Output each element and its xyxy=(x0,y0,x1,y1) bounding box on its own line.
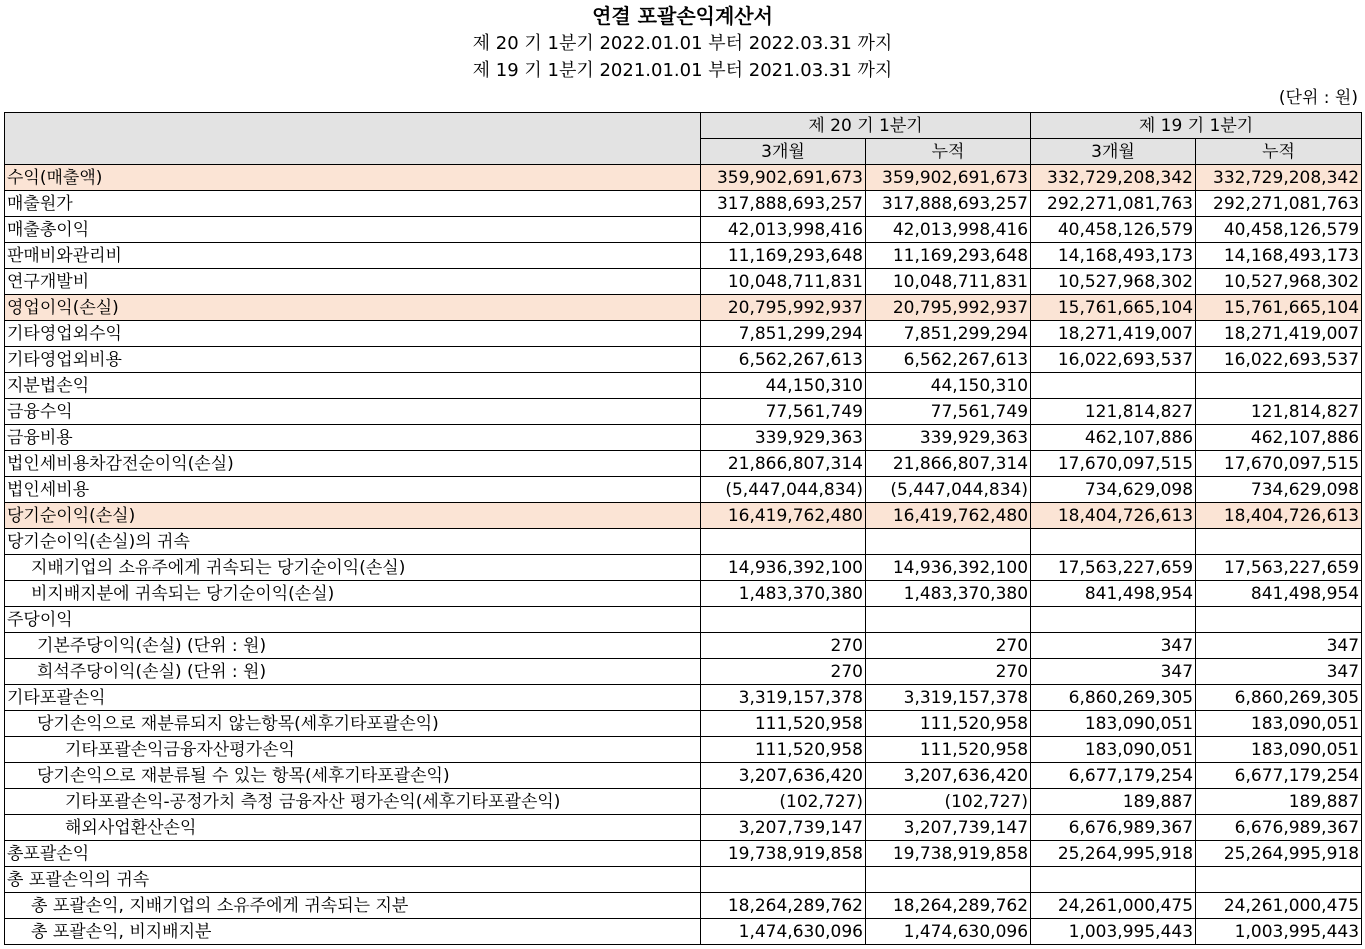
current-cumulative-value: 16,419,762,480 xyxy=(866,503,1031,529)
current-three-month-value: 16,419,762,480 xyxy=(701,503,866,529)
current-cumulative-value: 317,888,693,257 xyxy=(866,191,1031,217)
current-three-month-value: 20,795,992,937 xyxy=(701,295,866,321)
prior-cumulative-value: 15,761,665,104 xyxy=(1196,295,1362,321)
prior-three-month-value xyxy=(1031,373,1196,399)
prior-cumulative-value: 6,676,989,367 xyxy=(1196,815,1362,841)
row-label: 금융수익 xyxy=(5,399,701,425)
current-cumulative-value: 1,474,630,096 xyxy=(866,919,1031,945)
prior-cumulative-value: 1,003,995,443 xyxy=(1196,919,1362,945)
table-header xyxy=(5,113,1362,165)
row-label: 주당이익 xyxy=(5,607,701,633)
row-label: 법인세비용차감전순이익(손실) xyxy=(5,451,701,477)
table-row xyxy=(5,841,1362,867)
row-label: 판매비와관리비 xyxy=(5,243,701,269)
table-row xyxy=(5,659,1362,685)
prior-cumulative-value xyxy=(1196,373,1362,399)
prior-cumulative-value: 6,677,179,254 xyxy=(1196,763,1362,789)
row-label: 총포괄손익 xyxy=(5,841,701,867)
prior-three-month-value: 18,271,419,007 xyxy=(1031,321,1196,347)
table-row xyxy=(5,217,1362,243)
table-row xyxy=(5,347,1362,373)
header-prior-three-month: 3개월 xyxy=(1031,139,1196,165)
prior-three-month-value: 841,498,954 xyxy=(1031,581,1196,607)
prior-cumulative-value: 18,404,726,613 xyxy=(1196,503,1362,529)
prior-three-month-value: 6,677,179,254 xyxy=(1031,763,1196,789)
current-three-month-value: 44,150,310 xyxy=(701,373,866,399)
current-three-month-value: (102,727) xyxy=(701,789,866,815)
current-cumulative-value: 339,929,363 xyxy=(866,425,1031,451)
table-row xyxy=(5,919,1362,945)
prior-three-month-value xyxy=(1031,607,1196,633)
row-label: 기타영업외수익 xyxy=(5,321,701,347)
table-row xyxy=(5,711,1362,737)
current-cumulative-value: 270 xyxy=(866,659,1031,685)
table-row xyxy=(5,893,1362,919)
prior-cumulative-value xyxy=(1196,607,1362,633)
prior-three-month-value: 14,168,493,173 xyxy=(1031,243,1196,269)
row-label: 지분법손익 xyxy=(5,373,701,399)
period-current: 제 20 기 1분기 2022.01.01 부터 2022.03.31 까지 xyxy=(472,33,893,54)
prior-three-month-value: 6,676,989,367 xyxy=(1031,815,1196,841)
current-cumulative-value: 3,319,157,378 xyxy=(866,685,1031,711)
prior-cumulative-value: 292,271,081,763 xyxy=(1196,191,1362,217)
row-label: 매출총이익 xyxy=(5,217,701,243)
prior-cumulative-value: 734,629,098 xyxy=(1196,477,1362,503)
prior-three-month-value: 16,022,693,537 xyxy=(1031,347,1196,373)
current-three-month-value: 42,013,998,416 xyxy=(701,217,866,243)
prior-cumulative-value: 14,168,493,173 xyxy=(1196,243,1362,269)
table-row xyxy=(5,477,1362,503)
table-row xyxy=(5,815,1362,841)
current-cumulative-value: 19,738,919,858 xyxy=(866,841,1031,867)
current-cumulative-value: (102,727) xyxy=(866,789,1031,815)
prior-three-month-value: 347 xyxy=(1031,633,1196,659)
row-label: 당기손익으로 재분류되지 않는항목(세후기타포괄손익) xyxy=(5,711,701,737)
prior-three-month-value: 40,458,126,579 xyxy=(1031,217,1196,243)
current-cumulative-value xyxy=(866,867,1031,893)
current-cumulative-value xyxy=(866,607,1031,633)
prior-three-month-value xyxy=(1031,529,1196,555)
current-cumulative-value: 6,562,267,613 xyxy=(866,347,1031,373)
current-three-month-value: 111,520,958 xyxy=(701,737,866,763)
prior-three-month-value: 183,090,051 xyxy=(1031,737,1196,763)
current-three-month-value: 21,866,807,314 xyxy=(701,451,866,477)
unit-label: (단위 : 원) xyxy=(1278,88,1358,108)
prior-three-month-value: 24,261,000,475 xyxy=(1031,893,1196,919)
prior-cumulative-value: 10,527,968,302 xyxy=(1196,269,1362,295)
header-current-cumulative: 누적 xyxy=(866,139,1031,165)
prior-cumulative-value: 189,887 xyxy=(1196,789,1362,815)
row-label: 금융비용 xyxy=(5,425,701,451)
current-three-month-value: 317,888,693,257 xyxy=(701,191,866,217)
row-label: 기본주당이익(손실) (단위 : 원) xyxy=(5,633,701,659)
current-three-month-value xyxy=(701,607,866,633)
header-account-cell xyxy=(5,113,701,165)
prior-three-month-value: 183,090,051 xyxy=(1031,711,1196,737)
prior-three-month-value: 121,814,827 xyxy=(1031,399,1196,425)
prior-three-month-value: 1,003,995,443 xyxy=(1031,919,1196,945)
row-label: 당기손익으로 재분류될 수 있는 항목(세후기타포괄손익) xyxy=(5,763,701,789)
row-label: 매출원가 xyxy=(5,191,701,217)
prior-three-month-value: 347 xyxy=(1031,659,1196,685)
prior-three-month-value xyxy=(1031,867,1196,893)
prior-cumulative-value: 183,090,051 xyxy=(1196,711,1362,737)
current-cumulative-value: 11,169,293,648 xyxy=(866,243,1031,269)
prior-three-month-value: 734,629,098 xyxy=(1031,477,1196,503)
current-three-month-value: 3,319,157,378 xyxy=(701,685,866,711)
current-three-month-value: 77,561,749 xyxy=(701,399,866,425)
current-cumulative-value: 1,483,370,380 xyxy=(866,581,1031,607)
row-label: 해외사업환산손익 xyxy=(5,815,701,841)
current-three-month-value: (5,447,044,834) xyxy=(701,477,866,503)
table-row xyxy=(5,529,1362,555)
current-cumulative-value: 18,264,289,762 xyxy=(866,893,1031,919)
current-cumulative-value: 111,520,958 xyxy=(866,711,1031,737)
current-cumulative-value: 359,902,691,673 xyxy=(866,165,1031,191)
header-group-prior: 제 19 기 1분기 xyxy=(1031,113,1362,139)
table-row xyxy=(5,451,1362,477)
header-prior-cumulative: 누적 xyxy=(1196,139,1362,165)
prior-cumulative-value: 462,107,886 xyxy=(1196,425,1362,451)
current-three-month-value: 19,738,919,858 xyxy=(701,841,866,867)
prior-cumulative-value: 121,814,827 xyxy=(1196,399,1362,425)
current-cumulative-value: 44,150,310 xyxy=(866,373,1031,399)
prior-three-month-value: 25,264,995,918 xyxy=(1031,841,1196,867)
prior-cumulative-value: 841,498,954 xyxy=(1196,581,1362,607)
table-row xyxy=(5,243,1362,269)
row-label: 총 포괄손익, 지배기업의 소유주에게 귀속되는 지분 xyxy=(5,893,701,919)
current-three-month-value xyxy=(701,867,866,893)
current-cumulative-value: 10,048,711,831 xyxy=(866,269,1031,295)
row-label: 비지배지분에 귀속되는 당기순이익(손실) xyxy=(5,581,701,607)
prior-cumulative-value: 183,090,051 xyxy=(1196,737,1362,763)
row-label: 수익(매출액) xyxy=(5,165,701,191)
current-cumulative-value: 111,520,958 xyxy=(866,737,1031,763)
row-label: 기타포괄손익금융자산평가손익 xyxy=(5,737,701,763)
income-statement-table xyxy=(4,112,1362,945)
current-three-month-value: 270 xyxy=(701,659,866,685)
row-label: 총 포괄손익의 귀속 xyxy=(5,867,701,893)
row-label: 기타포괄손익-공정가치 측정 금융자산 평가손익(세후기타포괄손익) xyxy=(5,789,701,815)
table-row xyxy=(5,191,1362,217)
prior-cumulative-value: 332,729,208,342 xyxy=(1196,165,1362,191)
prior-cumulative-value: 25,264,995,918 xyxy=(1196,841,1362,867)
current-three-month-value: 270 xyxy=(701,633,866,659)
current-three-month-value: 7,851,299,294 xyxy=(701,321,866,347)
statement-title: 연결 포괄손익계산서 xyxy=(592,4,773,28)
current-cumulative-value xyxy=(866,529,1031,555)
table-row xyxy=(5,165,1362,191)
prior-cumulative-value: 17,563,227,659 xyxy=(1196,555,1362,581)
row-label: 지배기업의 소유주에게 귀속되는 당기순이익(손실) xyxy=(5,555,701,581)
table-row xyxy=(5,763,1362,789)
prior-cumulative-value: 6,860,269,305 xyxy=(1196,685,1362,711)
table-row xyxy=(5,295,1362,321)
table-row xyxy=(5,867,1362,893)
current-three-month-value: 11,169,293,648 xyxy=(701,243,866,269)
current-cumulative-value: 21,866,807,314 xyxy=(866,451,1031,477)
table-row xyxy=(5,373,1362,399)
table-row xyxy=(5,685,1362,711)
prior-cumulative-value: 18,271,419,007 xyxy=(1196,321,1362,347)
table-row xyxy=(5,321,1362,347)
table-row xyxy=(5,633,1362,659)
header-current-three-month: 3개월 xyxy=(701,139,866,165)
prior-cumulative-value: 17,670,097,515 xyxy=(1196,451,1362,477)
current-three-month-value: 10,048,711,831 xyxy=(701,269,866,295)
row-label: 영업이익(손실) xyxy=(5,295,701,321)
current-cumulative-value: 7,851,299,294 xyxy=(866,321,1031,347)
prior-cumulative-value: 40,458,126,579 xyxy=(1196,217,1362,243)
current-three-month-value: 14,936,392,100 xyxy=(701,555,866,581)
row-label: 기타포괄손익 xyxy=(5,685,701,711)
table-row xyxy=(5,399,1362,425)
prior-three-month-value: 189,887 xyxy=(1031,789,1196,815)
row-label: 법인세비용 xyxy=(5,477,701,503)
current-three-month-value: 1,474,630,096 xyxy=(701,919,866,945)
table-row xyxy=(5,737,1362,763)
current-cumulative-value: 14,936,392,100 xyxy=(866,555,1031,581)
table-row xyxy=(5,789,1362,815)
table-body xyxy=(5,165,1362,945)
prior-cumulative-value: 347 xyxy=(1196,659,1362,685)
row-label: 총 포괄손익, 비지배지분 xyxy=(5,919,701,945)
current-three-month-value: 111,520,958 xyxy=(701,711,866,737)
prior-cumulative-value: 347 xyxy=(1196,633,1362,659)
table-row xyxy=(5,555,1362,581)
row-label: 연구개발비 xyxy=(5,269,701,295)
current-three-month-value: 18,264,289,762 xyxy=(701,893,866,919)
prior-cumulative-value xyxy=(1196,529,1362,555)
current-cumulative-value: (5,447,044,834) xyxy=(866,477,1031,503)
current-cumulative-value: 77,561,749 xyxy=(866,399,1031,425)
table-row xyxy=(5,581,1362,607)
row-label: 기타영업외비용 xyxy=(5,347,701,373)
table-row xyxy=(5,269,1362,295)
prior-three-month-value: 17,670,097,515 xyxy=(1031,451,1196,477)
prior-three-month-value: 15,761,665,104 xyxy=(1031,295,1196,321)
prior-three-month-value: 17,563,227,659 xyxy=(1031,555,1196,581)
table-row xyxy=(5,503,1362,529)
current-three-month-value: 1,483,370,380 xyxy=(701,581,866,607)
prior-three-month-value: 332,729,208,342 xyxy=(1031,165,1196,191)
current-three-month-value: 359,902,691,673 xyxy=(701,165,866,191)
current-three-month-value: 3,207,636,420 xyxy=(701,763,866,789)
prior-cumulative-value: 24,261,000,475 xyxy=(1196,893,1362,919)
table-row xyxy=(5,425,1362,451)
prior-three-month-value: 10,527,968,302 xyxy=(1031,269,1196,295)
current-three-month-value: 339,929,363 xyxy=(701,425,866,451)
header-group-current: 제 20 기 1분기 xyxy=(701,113,1031,139)
current-cumulative-value: 3,207,739,147 xyxy=(866,815,1031,841)
current-cumulative-value: 270 xyxy=(866,633,1031,659)
prior-cumulative-value: 16,022,693,537 xyxy=(1196,347,1362,373)
current-cumulative-value: 3,207,636,420 xyxy=(866,763,1031,789)
table-row xyxy=(5,607,1362,633)
prior-three-month-value: 292,271,081,763 xyxy=(1031,191,1196,217)
prior-cumulative-value xyxy=(1196,867,1362,893)
period-prior: 제 19 기 1분기 2021.01.01 부터 2021.03.31 까지 xyxy=(472,60,893,81)
current-cumulative-value: 20,795,992,937 xyxy=(866,295,1031,321)
current-cumulative-value: 42,013,998,416 xyxy=(866,217,1031,243)
prior-three-month-value: 18,404,726,613 xyxy=(1031,503,1196,529)
current-three-month-value: 6,562,267,613 xyxy=(701,347,866,373)
row-label: 당기순이익(손실)의 귀속 xyxy=(5,529,701,555)
prior-three-month-value: 6,860,269,305 xyxy=(1031,685,1196,711)
row-label: 당기순이익(손실) xyxy=(5,503,701,529)
prior-three-month-value: 462,107,886 xyxy=(1031,425,1196,451)
current-three-month-value: 3,207,739,147 xyxy=(701,815,866,841)
row-label: 희석주당이익(손실) (단위 : 원) xyxy=(5,659,701,685)
current-three-month-value xyxy=(701,529,866,555)
